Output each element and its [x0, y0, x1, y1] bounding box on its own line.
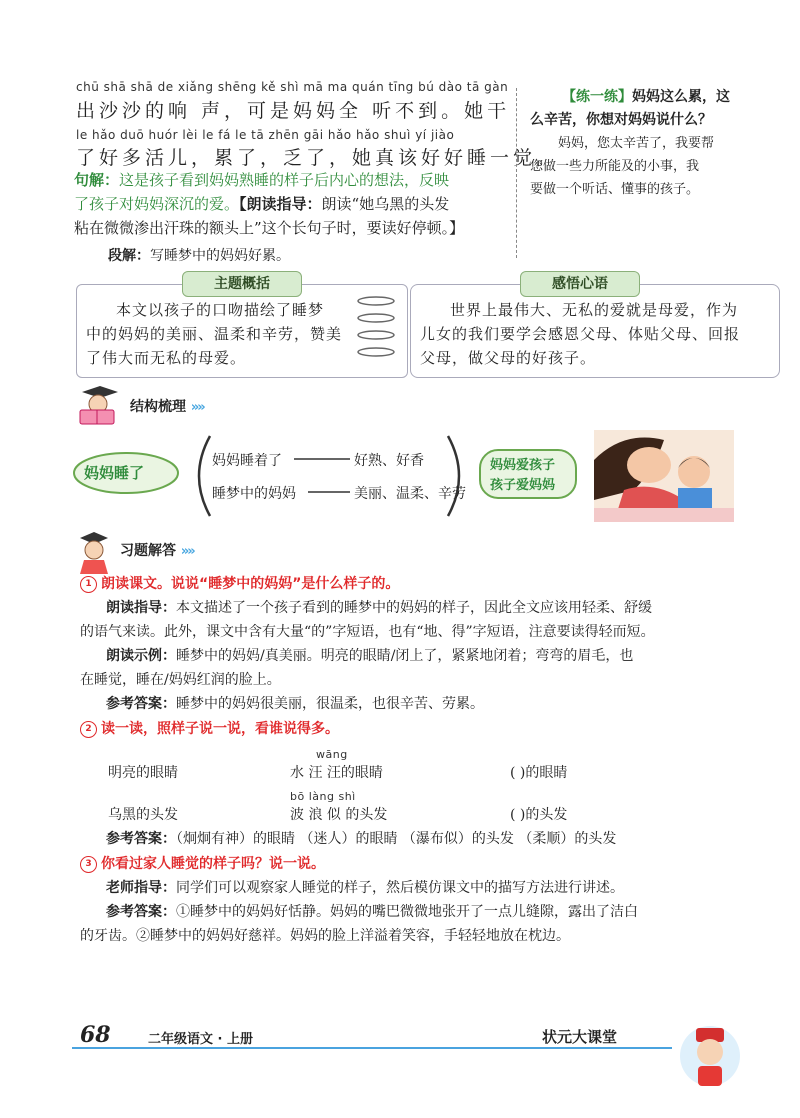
branch-1-right: 好熟、好香 — [354, 453, 424, 469]
branch-1-left: 妈妈睡着了 — [212, 453, 282, 469]
chevron-right-icon: »» — [190, 400, 204, 415]
structure-heading-text: 结构梳理 — [130, 399, 186, 415]
q3-answer-text-2: 的牙齿。②睡梦中的妈妈好慈祥。妈妈的脸上洋溢着笑容，手轻轻地放在枕边。 — [80, 928, 570, 944]
practice-answer-2: 您做一些力所能及的小事，我 — [530, 159, 700, 174]
annotation-block — [74, 168, 464, 240]
binder-rings — [346, 286, 406, 376]
pinyin-line-2: le hǎo duō huór lèi le fá le tā zhēn gāi hǎo hǎo shuì yí jiào — [76, 128, 455, 142]
pinyin-line-1: chū shā shā de xiǎng shēng kě shì mā ma quán tīng bú dào tā gàn — [76, 80, 509, 94]
q1-guide-text-2: 的语气来读。此外，课文中含有大量“的”字短语，也有“地、得”字短语，注意要读得轻而短。 — [80, 624, 655, 640]
insight-line-1: 世界上最伟大、无私的爱就是母爱，作为 — [450, 301, 739, 319]
result-1: 妈妈爱孩子 — [490, 458, 556, 473]
theme-line-1: 本文以孩子的口吻描绘了睡梦 — [116, 301, 325, 319]
brand-name: 状元大课堂 — [542, 1028, 618, 1046]
q2-row-1-pinyin: wāng — [316, 748, 348, 761]
question-number-3: 3 — [80, 856, 97, 873]
q3-title: 你看过家人睡觉的样子吗？说一说。 — [101, 856, 325, 872]
structure-diagram — [70, 428, 590, 524]
practice-answer-1: 妈妈，您太辛苦了，我要帮 — [558, 136, 715, 151]
q3-guide-text: 同学们可以观察家人睡觉的样子，然后模仿课文中的描写方法进行讲述。 — [176, 880, 624, 896]
branch-2-right: 美丽、温柔、辛劳 — [354, 486, 466, 502]
q2-row-2-col-1: 乌黑的头发 — [108, 807, 178, 823]
structure-center: 妈妈睡了 — [84, 464, 145, 482]
q2-title: 读一读，照样子说一说，看谁说得多。 — [101, 721, 339, 737]
theme-line-3: 了伟大而无私的母爱。 — [86, 349, 247, 367]
question-number-1: 1 — [80, 576, 97, 593]
reading-text-1: 朗读“她乌黑的头发 — [321, 195, 450, 213]
q1-answer-text: 睡梦中的妈妈很美丽，很温柔，也很辛苦、劳累。 — [176, 696, 484, 712]
insight-line-3: 父母，做父母的好孩子。 — [420, 349, 597, 367]
duanjie — [108, 245, 290, 267]
q2-row-2-col-3: ( )的头发 — [510, 807, 568, 823]
q2-answer — [106, 828, 616, 850]
q2-row-1-col-2: 水 汪 汪的眼睛 — [290, 765, 383, 781]
practice-tag: 【练一练】 — [562, 89, 632, 105]
annotation-label: 句解： — [74, 171, 120, 189]
page-number: 68 — [80, 1022, 111, 1048]
q1-example-text-1: 睡梦中的妈妈/真美丽。明亮的眼睛/闭上了，紧紧地闭着；弯弯的眉毛，也 — [176, 648, 634, 664]
result-2: 孩子爱妈妈 — [490, 478, 556, 493]
mascot-icon — [680, 1022, 740, 1092]
q3-answer-text-1: ①睡梦中的妈妈好恬静。妈妈的嘴巴微微地张开了一点儿缝隙，露出了洁白 — [176, 904, 638, 920]
q1-example-label: 朗读示例： — [106, 648, 176, 664]
q1-guide-label: 朗读指导： — [106, 600, 176, 616]
exercises-heading-text: 习题解答 — [120, 543, 176, 559]
q2-answer-text: （炯炯有神）的眼睛 （迷人）的眼睛 （瀑布似）的头发 （柔顺）的头发 — [176, 831, 617, 847]
q2-answer-label: 参考答案： — [106, 831, 176, 847]
insight-title: 感悟心语 — [520, 271, 640, 297]
text-line-2: 了好多活儿，累了，乏了，她真该好好睡一觉。 — [76, 147, 560, 169]
annotation-text-1: 这是孩子看到妈妈熟睡的样子后内心的想法，反映 — [119, 171, 450, 189]
duanjie-label: 段解： — [108, 248, 150, 264]
insight-text — [420, 298, 740, 370]
practice-question-2: 么辛苦，你想对妈妈说什么？ — [530, 112, 712, 128]
q2-row-1-col-3: ( )的眼睛 — [510, 765, 568, 781]
practice-question-1: 妈妈这么累，这 — [632, 89, 730, 105]
q2-row-2-col-2: 波 浪 似 的头发 — [290, 807, 388, 823]
column-divider — [516, 88, 517, 258]
insight-line-2: 儿女的我们要学会感恩父母、体贴父母、回报 — [420, 325, 741, 343]
q1-guide-text-1: 本文描述了一个孩子看到的睡梦中的妈妈的样子，因此全文应该用轻柔、舒缓 — [176, 600, 652, 616]
q3-guide-label: 老师指导： — [106, 880, 176, 896]
question-number-2: 2 — [80, 721, 97, 738]
q1-example-text-2: 在睡觉，睡在/妈妈红润的脸上。 — [80, 672, 281, 688]
practice-answer-3: 要做一个听话、懂事的孩子。 — [530, 182, 700, 197]
footer — [72, 1022, 672, 1050]
practice-box — [530, 86, 730, 201]
theme-text — [86, 298, 342, 370]
chevron-right-icon: »» — [180, 544, 194, 559]
q1-title: 朗读课文。说说“睡梦中的妈妈”是什么样子的。 — [101, 576, 400, 592]
reading-text-2: 粘在微微渗出汗珠的额头上”这个长句子时，要读好停顿。】 — [74, 219, 465, 237]
book-title: 二年级语文 · 上册 — [148, 1032, 253, 1047]
theme-line-2: 中的妈妈的美丽、温柔和辛劳，赞美 — [86, 325, 343, 343]
text-line-1: 出沙沙的响 声，可是妈妈全 听不到。她干 — [76, 100, 511, 122]
mother-child-illustration — [594, 430, 734, 522]
question-1 — [80, 572, 655, 716]
q1-answer-label: 参考答案： — [106, 696, 176, 712]
question-3 — [80, 852, 638, 948]
reading-boy-icon — [74, 384, 124, 428]
reading-label: 【朗读指导： — [239, 195, 322, 213]
theme-title: 主题概括 — [182, 271, 302, 297]
annotation-text-2: 了孩子对妈妈深沉的爱。 — [74, 195, 240, 213]
q2-row-2-pinyin: bō làng shì — [290, 790, 356, 803]
structure-heading — [130, 396, 204, 416]
duanjie-text: 写睡梦中的妈妈好累。 — [150, 248, 290, 264]
q3-answer-label: 参考答案： — [106, 904, 176, 920]
branch-2-left: 睡梦中的妈妈 — [212, 486, 296, 502]
girl-graduate-icon — [74, 530, 114, 574]
exercises-heading — [120, 540, 194, 560]
question-2 — [80, 718, 339, 738]
q2-row-1-col-1: 明亮的眼睛 — [108, 765, 178, 781]
